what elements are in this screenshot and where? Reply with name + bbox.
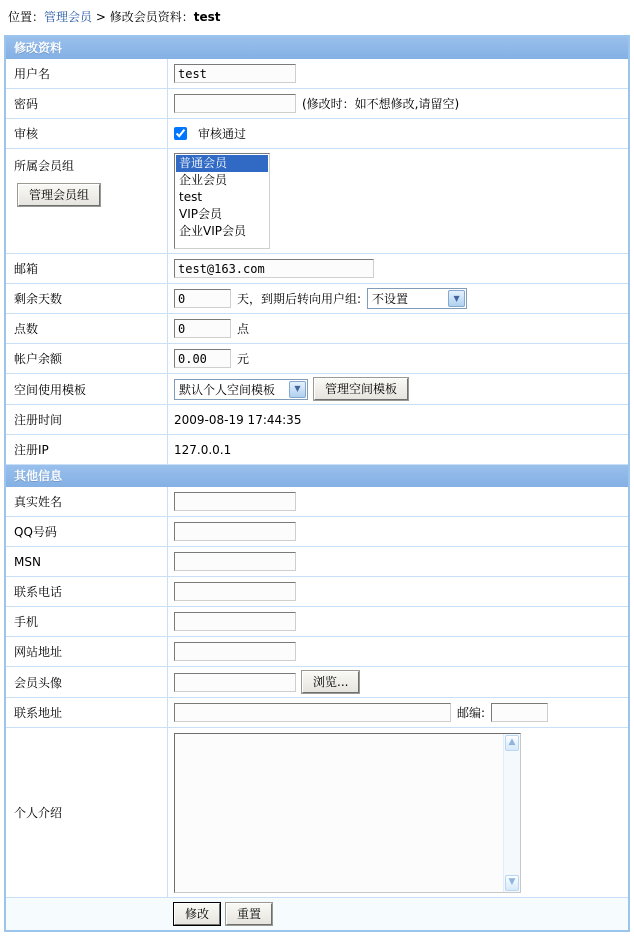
remaining-days-label: 剩余天数 [6,284,168,313]
balance-label: 帐户余额 [6,344,168,373]
row-password [6,89,628,119]
breadcrumb-prefix: 位置： [8,10,45,24]
row-website [6,637,628,667]
row-real-name [6,487,628,517]
submit-button[interactable]: 修改 [174,903,220,925]
breadcrumb-separator: > [92,10,110,24]
space-template-select-value: 默认个人空间模板 [179,382,276,397]
points-label: 点数 [6,314,168,343]
chevron-down-icon: ▼ [448,290,465,307]
points-input[interactable] [174,319,231,338]
member-group-option[interactable]: 企业会员 [179,173,228,187]
expire-group-select[interactable] [367,288,467,309]
row-phone [6,577,628,607]
username-input[interactable] [174,64,296,83]
avatar-label: 会员头像 [6,667,168,697]
email-input[interactable] [174,259,374,278]
address-input[interactable] [174,703,451,722]
row-remaining-days [6,284,628,314]
scroll-down-icon[interactable]: ▼ [505,875,519,891]
intro-label: 个人介绍 [6,728,168,897]
remaining-days-suffix: 天，到期后转向用户组: [237,292,362,306]
breadcrumb-current-username: test [193,10,221,24]
manage-space-template-button[interactable]: 管理空间模板 [314,378,408,400]
audit-label: 审核 [6,119,168,148]
register-time-value: 2009-08-19 17:44:35 [174,412,302,427]
chevron-down-icon: ▼ [289,381,306,398]
zip-input[interactable] [491,703,548,722]
audit-checkbox-label: 审核通过 [198,127,247,141]
msn-label: MSN [6,547,168,576]
intro-textarea[interactable] [175,734,503,892]
mobile-input[interactable] [174,612,296,631]
register-ip-value: 127.0.0.1 [174,442,232,457]
space-template-label: 空间使用模板 [6,374,168,404]
expire-group-select-value: 不设置 [372,292,409,306]
password-label: 密码 [6,89,168,118]
row-points [6,314,628,344]
space-template-select[interactable] [174,379,308,400]
phone-label: 联系电话 [6,577,168,606]
real-name-input[interactable] [174,492,296,511]
qq-input[interactable] [174,522,296,541]
row-msn [6,547,628,577]
reset-button[interactable]: 重置 [226,903,272,925]
edit-member-panel [4,35,630,932]
avatar-browse-button[interactable]: 浏览... [302,671,359,693]
row-register-ip [6,435,628,465]
msn-input[interactable] [174,552,296,571]
intro-scrollbar[interactable] [503,734,520,892]
member-group-option[interactable]: 企业VIP会员 [179,224,246,238]
row-email [6,254,628,284]
member-group-option[interactable]: test [179,190,203,204]
real-name-label: 真实姓名 [6,487,168,516]
mobile-label: 手机 [6,607,168,636]
row-register-time [6,405,628,435]
qq-label: QQ号码 [6,517,168,546]
breadcrumb-current: 修改会员资料： [109,10,194,24]
row-address [6,698,628,728]
username-label: 用户名 [6,59,168,88]
password-hint: (修改时：如不想修改,请留空) [302,97,460,111]
audit-checkbox[interactable] [174,127,187,140]
section-header-edit-profile: 修改资料 [6,37,628,59]
form-actions [6,898,628,930]
breadcrumb-link-manage-members[interactable]: 管理会员 [44,10,93,24]
row-space-template [6,374,628,405]
breadcrumb [0,0,634,31]
member-group-option[interactable]: VIP会员 [179,207,222,221]
website-label: 网站地址 [6,637,168,666]
row-avatar [6,667,628,698]
member-group-label: 所属会员组 [14,159,75,173]
row-mobile [6,607,628,637]
member-group-listbox[interactable] [174,153,270,249]
register-time-label: 注册时间 [6,405,168,434]
row-balance [6,344,628,374]
website-input[interactable] [174,642,296,661]
balance-suffix: 元 [237,352,250,366]
row-username [6,59,628,89]
remaining-days-input[interactable] [174,289,231,308]
address-label: 联系地址 [6,698,168,727]
section-header-other-info: 其他信息 [6,465,628,487]
points-suffix: 点 [237,322,250,336]
member-group-option[interactable]: 普通会员 [176,155,268,172]
email-label: 邮箱 [6,254,168,283]
balance-input[interactable] [174,349,231,368]
row-qq [6,517,628,547]
avatar-file-input[interactable] [174,673,296,692]
phone-input[interactable] [174,582,296,601]
row-member-group [6,149,628,254]
zip-label: 邮编: [457,706,486,720]
password-input[interactable] [174,94,296,113]
intro-textarea-frame [174,733,521,893]
row-audit [6,119,628,149]
register-ip-label: 注册IP [6,435,168,464]
manage-member-group-button[interactable]: 管理会员组 [18,184,100,206]
scroll-up-icon[interactable]: ▲ [505,735,519,751]
row-intro [6,728,628,898]
